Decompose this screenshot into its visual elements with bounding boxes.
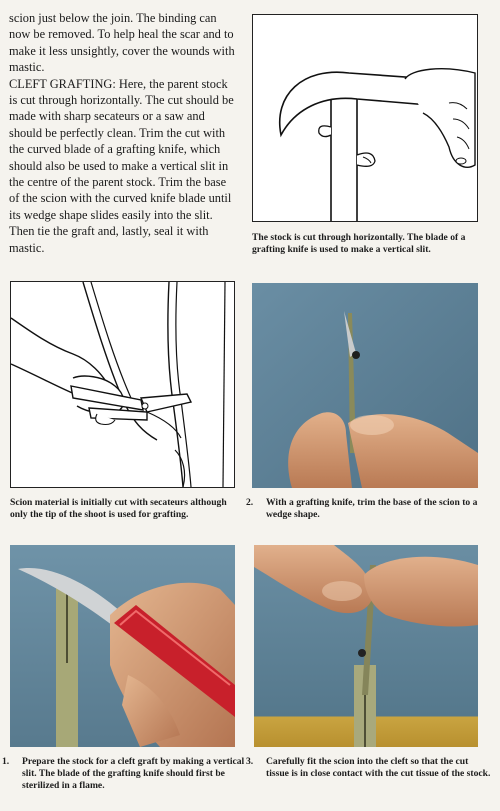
prepare-stock-photo bbox=[10, 545, 235, 747]
cleft-grafting-text: Here, the parent stock is cut through horizontally. The cut should be made with sharp secateurs or a saw and should be perfectly clean. Trim the cut with the curved blade of a grafting knife, which should also be used to make a vertical slit in the centre of the parent stock. Trim the base of the scion with the curved knife blade until its wedge shape slides easily into the slit. Then tie the graft and, lastly, seal it with mastic. bbox=[9, 76, 234, 255]
secateurs-drawing bbox=[11, 282, 234, 487]
caption-text: With a grafting knife, trim the base of the scion to a wedge shape. bbox=[266, 497, 478, 520]
caption-fit-scion bbox=[246, 756, 492, 780]
step-number-1: 1. bbox=[2, 756, 10, 767]
caption-secateurs: Scion material is initially cut with secateurs although only the tip of the shoot is used for grafting. bbox=[10, 497, 227, 520]
illustration-secateurs bbox=[10, 281, 235, 488]
caption-text: Prepare the stock for a cleft graft by making a vertical slit. The blade of the grafting knife should first be sterilized in a flame. bbox=[22, 756, 245, 791]
cleft-grafting-heading: CLEFT GRAFTING: bbox=[9, 76, 116, 91]
caption-stock-cut: The stock is cut through horizontally. The blade of a grafting knife is used to make a vertical slit. bbox=[252, 232, 466, 255]
photo-fit-scion bbox=[254, 545, 478, 747]
illustration-stock-cut bbox=[252, 14, 478, 222]
step-number-3: 3. bbox=[246, 756, 254, 767]
body-text bbox=[9, 10, 237, 256]
caption-text: Carefully fit the scion into the cleft so that the cut tissue is in close contact with the cut tissue of the stock. bbox=[266, 756, 491, 779]
paragraph-cleft-grafting bbox=[9, 76, 237, 256]
stock-knife-drawing bbox=[253, 15, 477, 221]
caption-trim-scion bbox=[246, 497, 492, 521]
paragraph-intro: scion just below the join. The binding can now be removed. To help heal the scar and to make it less unsightly, cover the wounds with mastic. bbox=[9, 11, 235, 75]
caption-prepare-stock bbox=[2, 756, 246, 792]
fit-scion-photo bbox=[254, 545, 478, 747]
trim-scion-photo bbox=[252, 283, 478, 488]
photo-trim-scion bbox=[252, 283, 478, 488]
photo-prepare-stock bbox=[10, 545, 235, 747]
step-number-2: 2. bbox=[246, 497, 254, 508]
